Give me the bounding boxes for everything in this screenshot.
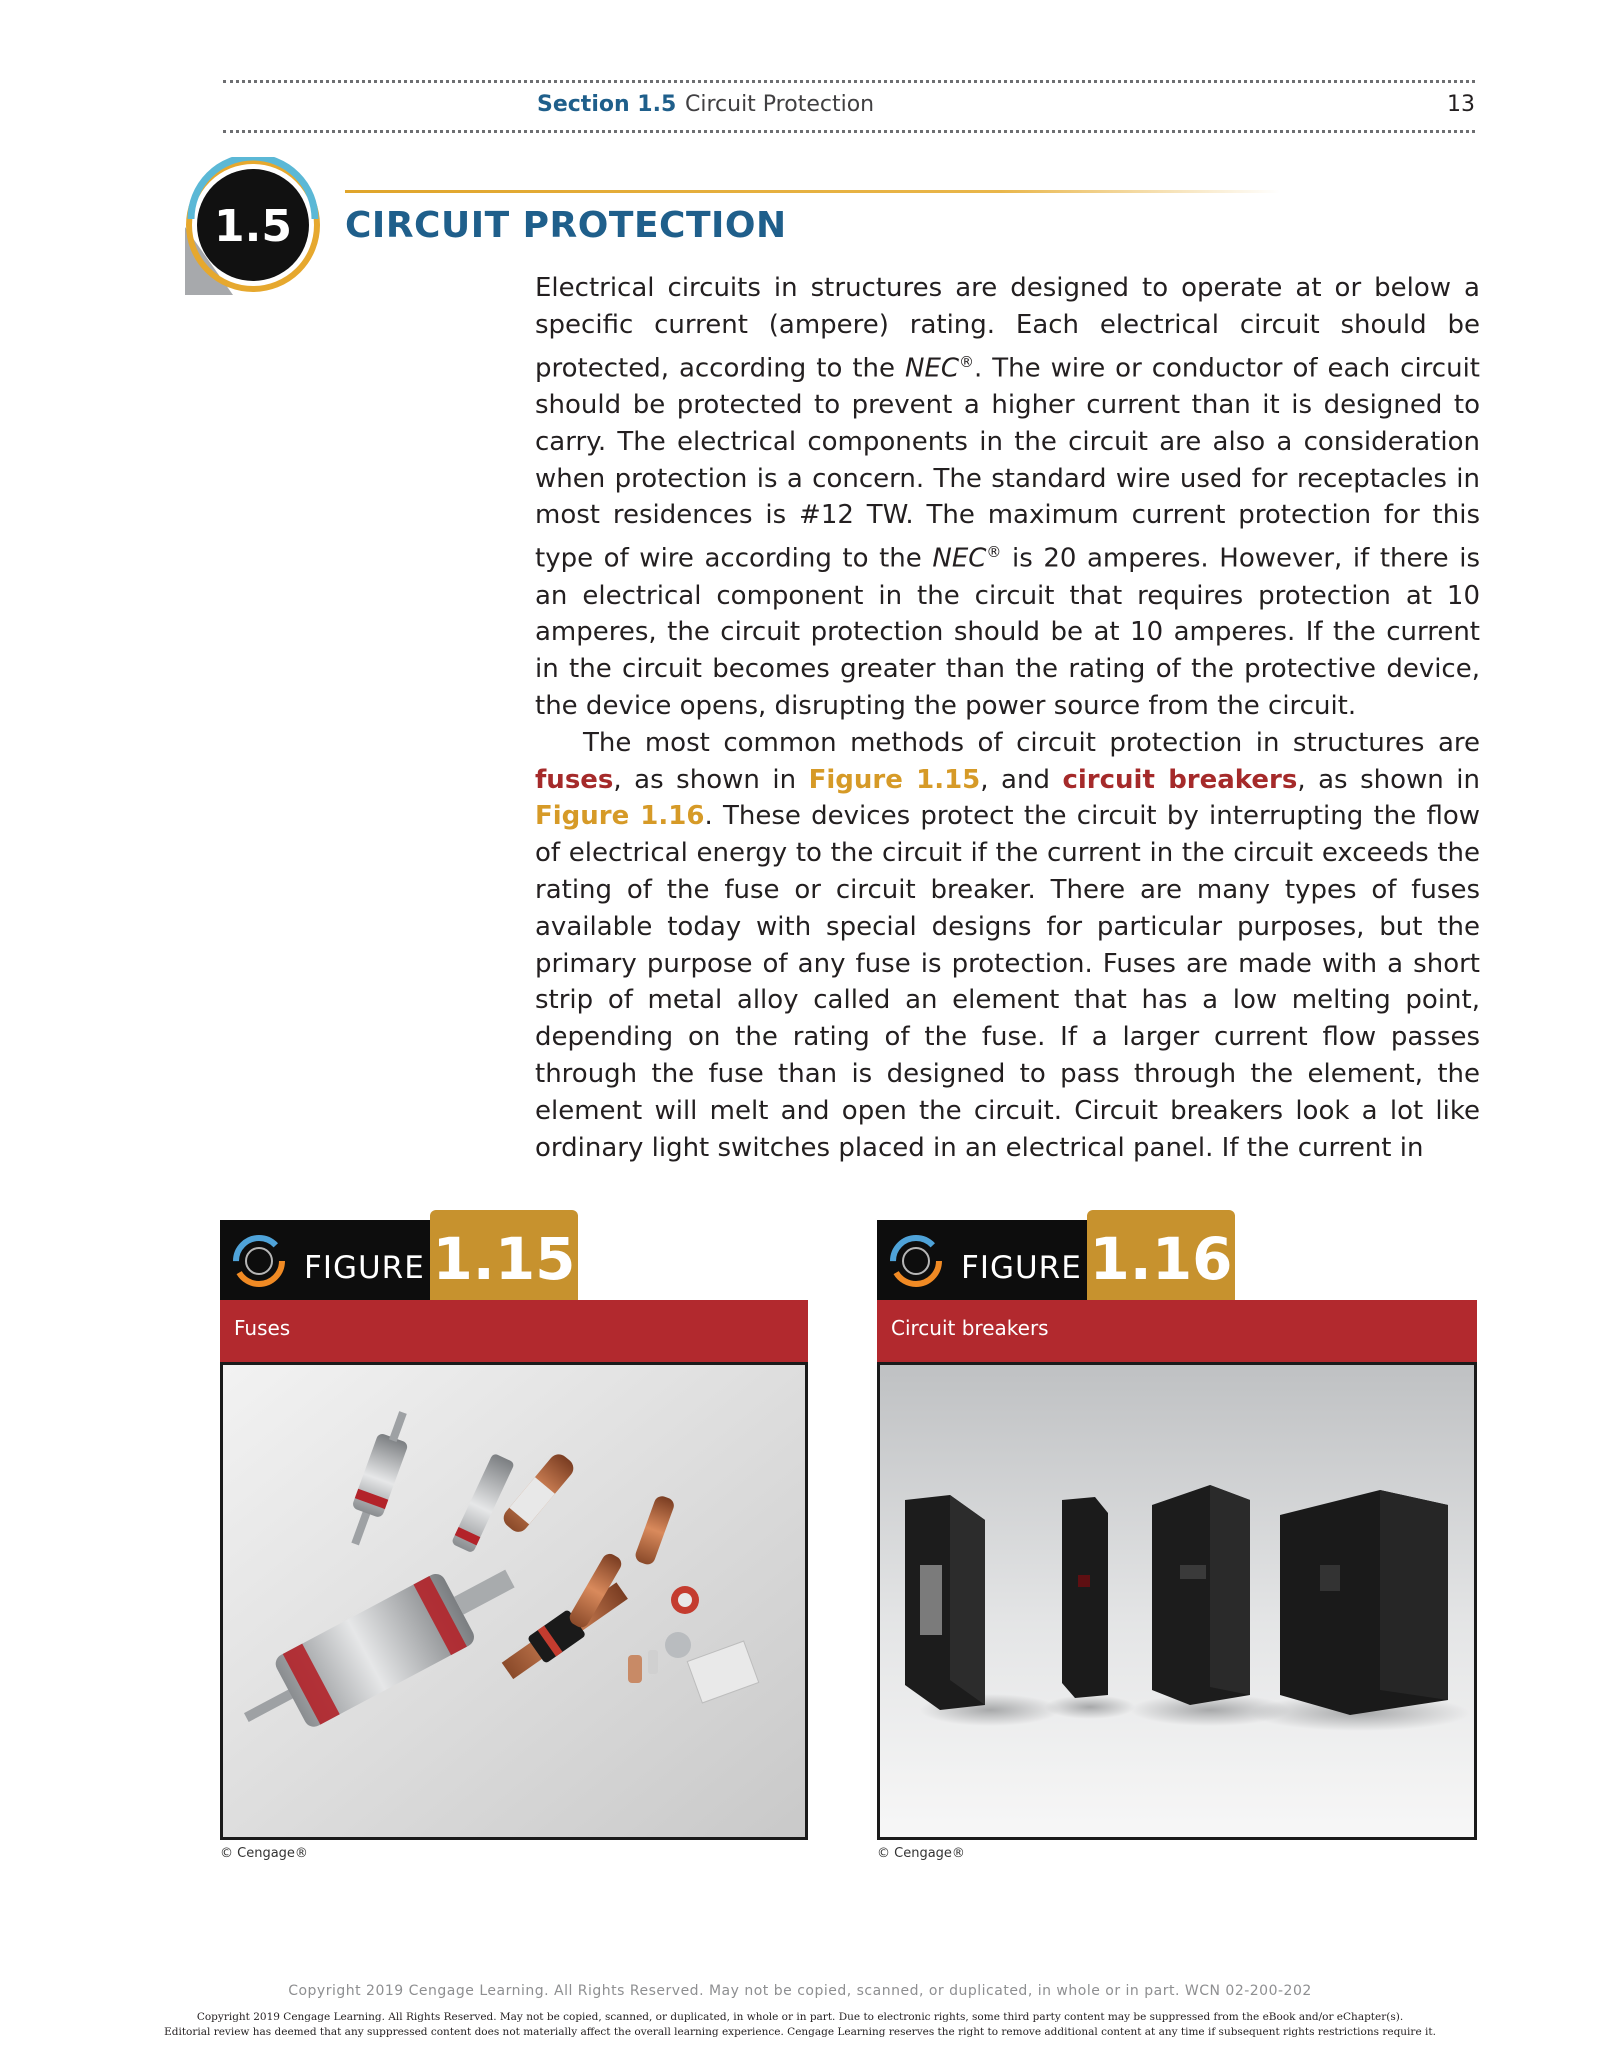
- keyword-fuses: fuses: [535, 764, 614, 795]
- nec-term: NEC: [932, 543, 987, 574]
- figure-swirl-icon: [885, 1230, 947, 1292]
- p2-text-b: , as shown in: [613, 764, 809, 795]
- p2-text-d: , as shown in: [1297, 764, 1480, 795]
- section-number: 1.5: [214, 201, 292, 252]
- section-heading: CIRCUIT PROTECTION: [345, 205, 787, 246]
- p2-text-a: The most common methods of circuit protection in structures are: [583, 727, 1480, 758]
- paragraph-2: [535, 725, 1480, 1167]
- figure-caption: Fuses: [234, 1316, 291, 1340]
- p1-text-b: . The wire or conductor of each circuit should be protected to prevent a higher current than it is designed to carry. The electrical components in the circuit are also a consideration when protection is a concern. The standard wire used for receptacles in most residences is #12 TW. The maximum current protection for this type of wire according to the: [535, 353, 1480, 574]
- fuses-photo: [220, 1362, 808, 1840]
- figure-1-15-link[interactable]: Figure 1.15: [808, 764, 981, 795]
- p1-text-c: is 20 amperes. However, if there is an electrical component in the circuit that requires protection at 10 amperes, the circuit protection should be at 10 amperes. If the current in the circuit becomes greater than the rating of the protective device, the device opens, disrupting the power source from the circuit.: [535, 543, 1480, 722]
- photo-credit: © Cengage®: [877, 1846, 965, 1861]
- copyright-line-2: Editorial review has deemed that any suppressed content does not materially affect the overall learning experience. Cengage Learning reserves the right to remove additional content at any time if subsequent rights restrictions require it.: [164, 2026, 1436, 2038]
- registered-mark: ®: [986, 543, 1002, 562]
- caption-bar: [220, 1300, 808, 1362]
- photo-credit: © Cengage®: [220, 1846, 308, 1861]
- header-bottom-rule: [223, 130, 1475, 133]
- copyright-line-1: Copyright 2019 Cengage Learning. All Rights Reserved. May not be copied, scanned, or duplicated, in whole or in part. Due to electronic rights, some third party content may be suppressed from the eBook and/or eChapter(s).: [196, 2011, 1404, 2023]
- paragraph-1: [535, 270, 1480, 725]
- figure-number: 1.16: [1087, 1210, 1235, 1310]
- figure-1-16-link[interactable]: Figure 1.16: [535, 801, 705, 832]
- heading-rule: [345, 190, 1280, 193]
- circuit-breakers-photo: [877, 1362, 1477, 1840]
- keyword-circuit-breakers: circuit breakers: [1062, 764, 1298, 795]
- figure-number: 1.15: [430, 1210, 578, 1310]
- figure-word: FIGURE: [304, 1250, 425, 1286]
- body-text: [535, 270, 1480, 1166]
- p2-text-e: . These devices protect the circuit by interrupting the flow of electrical energy to the circuit if the current in the circuit exceeds the rating of the fuse or circuit breaker. There are many types of fuses available today with special designs for particular purposes, but the primary purpose of any fuse is protection. Fuses are made with a short strip of metal alloy called an element that has a low melting point, depending on the rating of the fuse. If a larger current flow passes through the fuse than is designed to pass through the element, the element will melt and open the circuit. Circuit breakers look a lot like ordinary light switches placed in an electrical panel. If the current in: [535, 801, 1481, 1163]
- figure-1-16: [877, 1210, 1477, 1860]
- figure-word: FIGURE: [961, 1250, 1082, 1286]
- p1-text-a: Electrical circuits in structures are designed to operate at or below a specific current (ampere) rating. Each electrical circuit should be protected, according to the: [535, 273, 1480, 384]
- copyright-notice: [0, 2010, 1600, 2040]
- figure-1-15: [220, 1210, 808, 1860]
- header-top-rule: [223, 80, 1475, 83]
- copyright-watermark: Copyright 2019 Cengage Learning. All Rights Reserved. May not be copied, scanned, or duplicated, in whole or in part. WCN 02-200-202: [288, 1983, 1312, 1999]
- figure-swirl-icon: [228, 1230, 290, 1292]
- nec-term: NEC: [905, 353, 960, 384]
- header-section-title: Circuit Protection: [685, 92, 875, 117]
- registered-mark: ®: [959, 352, 975, 371]
- p2-text-c: , and: [980, 764, 1063, 795]
- header-section-label: Section 1.5: [537, 92, 677, 117]
- figure-caption: Circuit breakers: [891, 1316, 1049, 1340]
- page-number: 13: [1447, 92, 1475, 117]
